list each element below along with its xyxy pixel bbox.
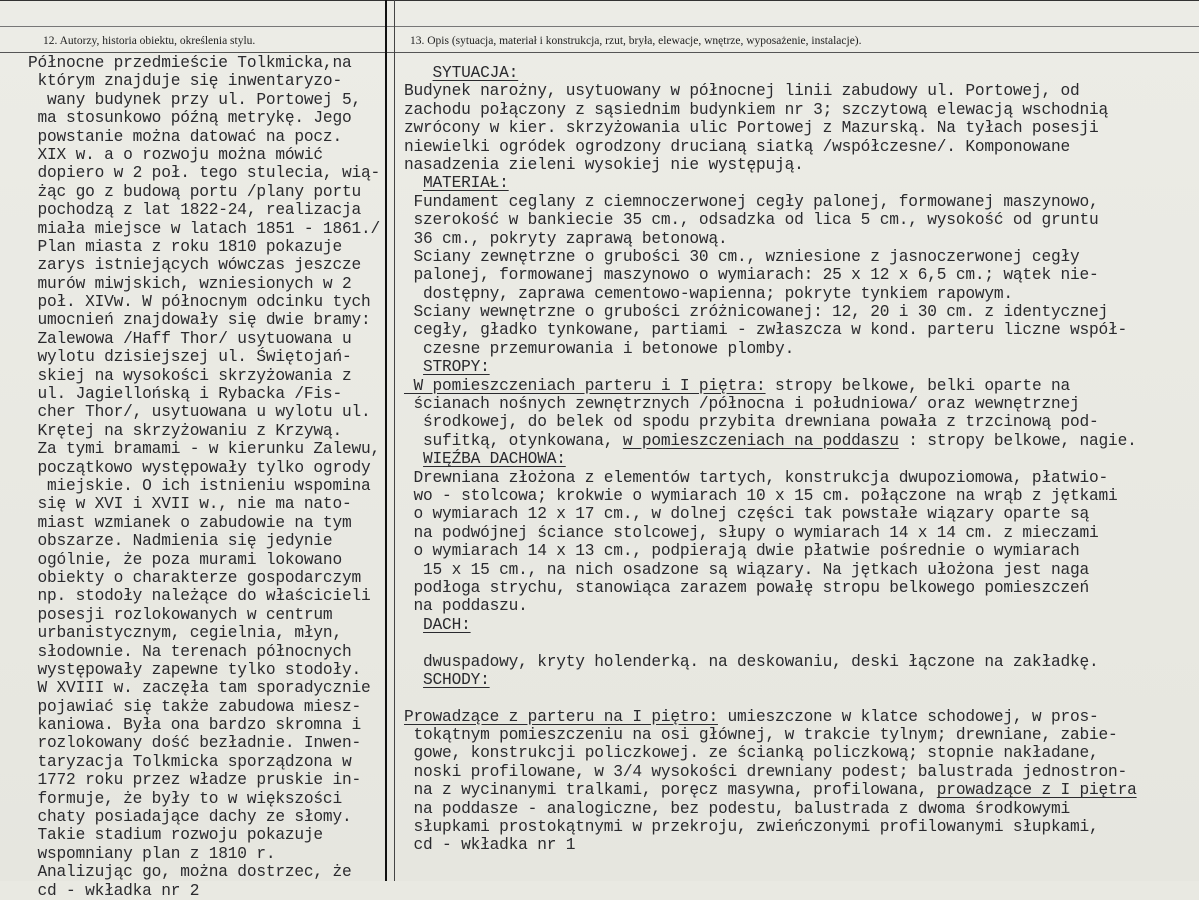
description-line: Fundament ceglany z ciemnoczerwonej cegły palonej, formowanej maszynowo,	[404, 192, 1099, 211]
history-line: posesji rozlokowanych w centrum	[28, 605, 333, 624]
indent	[404, 358, 423, 376]
history-text	[28, 54, 388, 900]
description-line: gowe, konstrukcji policzkowej. ze ścianką policzkową; stopnie nakładane,	[404, 744, 1099, 763]
history-line: Analizując go, można dostrzec, że	[28, 863, 352, 882]
description-line	[404, 634, 1199, 652]
section-title: STROPY:	[423, 358, 490, 377]
history-line: 1772 roku przez władze pruskie in-	[28, 771, 361, 790]
header-bottom-rule	[0, 52, 1199, 53]
history-line: zarys istniejących wówczas jeszcze	[28, 256, 361, 275]
section-title: MATERIAŁ:	[423, 174, 509, 193]
description-line: 15 x 15 cm., na nich osadzone są wiązary. Na jętkach ułożona jest naga	[404, 560, 1090, 579]
history-line: pojawiać się także zabudowa miesz-	[28, 697, 361, 716]
description-line: na podwójnej ściance stolcowej, słupy o wymiarach 14 x 14 cm. z mieczami	[404, 523, 1099, 542]
description-line: palonej, formowanej maszynowo o wymiarach: 25 x 12 x 6,5 cm.; wątek nie-	[404, 266, 1099, 285]
section-heading-line	[404, 64, 1199, 82]
history-line: Za tymi bramami - w kierunku Zalewu,	[28, 440, 381, 459]
history-line: żąc go z budową portu /plany portu	[28, 182, 361, 201]
history-line: powstanie można datować na pocz.	[28, 127, 342, 146]
description-line: Sciany wewnętrzne o grubości zróżnicowanej: 12, 20 i 30 cm. z identycznej	[404, 303, 1109, 322]
history-line: cher Thor/, usytuowana u wylotu ul.	[28, 403, 371, 422]
description-line: Sciany zewnętrzne o grubości 30 cm., wzniesione z jasnoczerwonej cegły	[404, 247, 1080, 266]
history-line: Takie stadium rozwoju pokazuje	[28, 826, 323, 845]
history-line: miast wzmianek o zabudowie na tym	[28, 513, 352, 532]
history-line: wylotu dzisiejszej ul. Świętojań-	[28, 348, 352, 367]
history-line: ul. Jagiellońską i Rybacka /Fis-	[28, 385, 342, 404]
history-line: skiej na wysokości skrzyżowania z	[28, 366, 352, 385]
description-line: zwrócony w kier. skrzyżowania ulic Portowej z Mazurską. Na tyłach posesji	[404, 119, 1099, 138]
history-line: słodownie. Na terenach północnych	[28, 642, 352, 661]
description-line: W pomieszczeniach parteru i I piętra: stropy belkowe, belki oparte na	[404, 376, 1070, 395]
history-line: taryzacja Tolkmicka sporządzona w	[28, 752, 352, 771]
history-line: rozlokowany dość bezładnie. Inwen-	[28, 734, 361, 753]
history-line: pochodzą z lat 1822-24, realizacja	[28, 201, 361, 220]
history-line: którym znajduje się inwentaryzo-	[28, 72, 342, 91]
history-line: poł. XIVw. W północnym odcinku tych	[28, 293, 371, 312]
history-line: występowały zapewne tylko stodoły.	[28, 660, 361, 679]
description-line: noski profilowane, w 3/4 wysokości drewniany podest; balustrada jednostron-	[404, 762, 1128, 781]
description-line: szerokość w bankiecie 35 cm., odsadzka od lica 5 cm., wysokość od gruntu	[404, 211, 1099, 230]
history-line: np. stodoły należące do właścicieli	[28, 587, 371, 606]
description-line: tokątnym pomieszczeniu na osi głównej, w trakcie tylnym; drewniane, zabie-	[404, 726, 1118, 745]
description-line: o wymiarach 14 x 13 cm., podpierają dwie płatwie pośrednie o wymiarach	[404, 542, 1080, 561]
description-line: wo - stolcowa; krokwie o wymiarach 10 x 15 cm. połączone na wrąb z jętkami	[404, 486, 1118, 505]
description-line: Drewniana złożona z elementów tartych, konstrukcja dwupoziomowa, płatwio-	[404, 468, 1109, 487]
history-line: się w XVI i XVII w., nie ma nato-	[28, 495, 352, 514]
indent	[404, 450, 423, 468]
description-line: na poddaszu.	[404, 597, 528, 616]
history-line: murów miwjskich, wzniesionych w 2	[28, 274, 352, 293]
section-heading-line	[404, 358, 1199, 376]
description-line: zachodu połączony z sąsiednim budynkiem nr 3; szczytową elewacją wschodnią	[404, 100, 1109, 119]
header-top-rule	[0, 26, 1199, 27]
history-line: obszarze. Nadmienia się jedynie	[28, 532, 333, 551]
history-line: miejskie. O ich istnieniu wspomina	[28, 476, 371, 495]
history-line: ma stosunkowo późną metrykę. Jego	[28, 109, 352, 128]
description-line: ścianach nośnych zewnętrznych /północna i południowa/ oraz wewnętrznej	[404, 395, 1080, 414]
left-column-header: 12. Autorzy, historia obiektu, określenia stylu.	[43, 35, 256, 47]
description-text	[404, 64, 1199, 855]
history-line: chaty posiadające dachy ze słomy.	[28, 808, 352, 827]
section-title: WIĘŹBA DACHOWA:	[423, 450, 566, 469]
description-line: na poddasze - analogiczne, bez podestu, balustrada z dwoma środkowymi	[404, 799, 1070, 818]
description-line: cd - wkładka nr 1	[404, 836, 576, 855]
description-line	[404, 689, 1199, 707]
history-line: początkowo występowały tylko ogrody	[28, 458, 371, 477]
section-heading-line	[404, 671, 1199, 689]
section-title: DACH:	[423, 615, 471, 634]
indent	[404, 64, 433, 82]
right-column-header: 13. Opis (sytuacja, materiał i konstrukcja, rzut, bryła, elewacje, wnętrze, wyposażenie, instalacje).	[410, 35, 862, 47]
section-heading-line	[404, 450, 1199, 468]
description-line: dostępny, zaprawa cementowo-wapienna; pokryte tynkiem rapowym.	[404, 284, 1013, 303]
section-heading-line	[404, 174, 1199, 192]
history-line: kaniowa. Była ona bardzo skromna i	[28, 716, 361, 735]
description-line: Budynek narożny, usytuowany w północnej linii zabudowy ul. Portowej, od	[404, 82, 1080, 101]
history-line: Krętej na skrzyżowaniu z Krzywą.	[28, 421, 342, 440]
description-line: niewielki ogródek ogrodzony drucianą siatką /współczesne/. Komponowane	[404, 137, 1070, 156]
description-line: podłoga strychu, stanowiąca zarazem powałę stropu belkowego pomieszczeń	[404, 578, 1090, 597]
history-line: cd - wkładka nr 2	[28, 881, 200, 900]
indent	[404, 671, 423, 689]
history-line: Plan miasta z roku 1810 pokazuje	[28, 237, 342, 256]
top-rule	[0, 0, 1199, 1]
history-line: ogólnie, że poza murami lokowano	[28, 550, 342, 569]
history-line: formuje, że były to w większości	[28, 789, 342, 808]
description-line: 36 cm., pokryty zaprawą betonową.	[404, 229, 728, 248]
description-line: na z wycinanymi tralkami, poręcz masywna, profilowana, prowadzące z I piętra	[404, 781, 1137, 800]
description-line: cegły, gładko tynkowane, partiami - zwłaszcza w kond. parteru liczne współ-	[404, 321, 1128, 340]
history-line: wspomniany plan z 1810 r.	[28, 844, 276, 863]
description-line: słupkami prostokątnymi w przekroju, zwieńczonymi profilowanymi słupkami,	[404, 818, 1099, 837]
history-line: W XVIII w. zaczęła tam sporadycznie	[28, 679, 371, 698]
indent	[404, 616, 423, 634]
description-line: o wymiarach 12 x 17 cm., w dolnej części tak powstałe wiązary oparte są	[404, 505, 1090, 524]
description-line: czesne przemurowania i betonowe plomby.	[404, 339, 795, 358]
history-line: Zalewowa /Haff Thor/ usytuowana u	[28, 329, 352, 348]
history-line: miała miejsce w latach 1851 - 1861./	[28, 219, 381, 238]
history-line: wany budynek przy ul. Portowej 5,	[28, 90, 361, 109]
indent	[404, 174, 423, 192]
description-line: Prowadzące z parteru na I piętro: umieszczone w klatce schodowej, w pros-	[404, 707, 1099, 726]
history-line: dopiero w 2 poł. tego stulecia, wią-	[28, 164, 381, 183]
section-heading-line	[404, 616, 1199, 634]
description-line: nasadzenia zieleni wysokiej nie występują.	[404, 155, 804, 174]
section-title: SCHODY:	[423, 670, 490, 689]
description-line: środkowej, do belek od spodu przybita drewniana powała z trzcinową pod-	[404, 413, 1099, 432]
column-divider-right	[394, 0, 395, 881]
description-line: sufitką, otynkowana, w pomieszczeniach na poddaszu : stropy belkowe, nagie.	[404, 431, 1137, 450]
section-title: SYTUACJA:	[432, 64, 519, 82]
description-line: dwuspadowy, kryty holenderką. na deskowaniu, deski łączone na zakładkę.	[404, 652, 1099, 671]
history-line: obiekty o charakterze gospodarczym	[28, 568, 361, 587]
history-line: urbanistycznym, cegielnia, młyn,	[28, 624, 342, 643]
history-line: XIX w. a o rozwoju można mówić	[28, 145, 323, 164]
history-line: Północne przedmieście Tolkmicka,na	[28, 54, 352, 72]
history-line: umocnień znajdowały się dwie bramy:	[28, 311, 371, 330]
